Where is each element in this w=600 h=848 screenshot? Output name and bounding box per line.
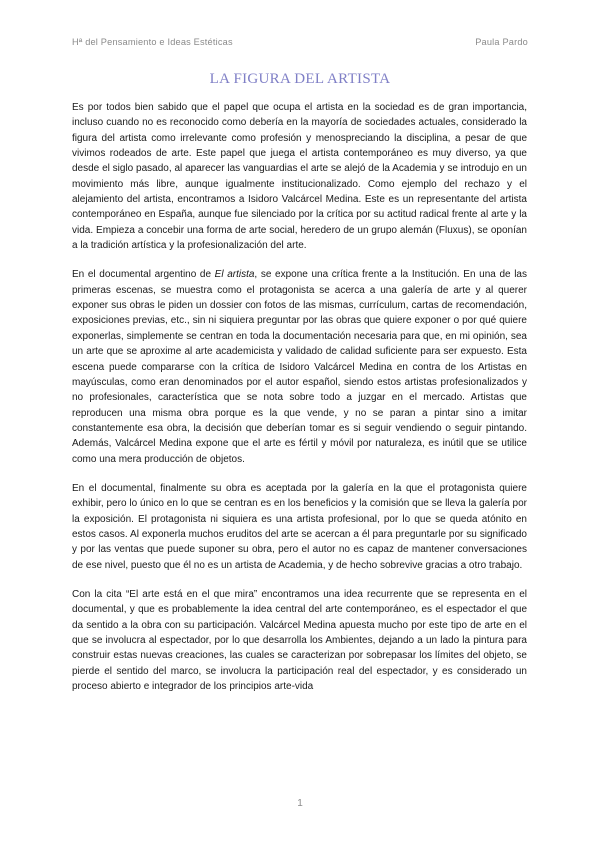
paragraph-4: Con la cita “El arte está en el que mira” encontramos una idea recurrente que se representa en el documental, y que es probablemente la idea central del arte contemporáneo, es el espectador el que da sentido a la obra con su participación. Valcárcel Medina apuesta mucho por este tipo de arte en el que se involucra al espectador, por lo que desarrolla los Ambientes, dejando a un lado la pintura para construir estas nuevas creaciones, las cuales se caracterizan por sobrepasar los límites del objeto, se pierde el sentido del marco, se involucra la participación real del espectador, y es considerado un proceso abierto e integrador de los principios arte-vida xyxy=(72,588,527,693)
page-number: 1 xyxy=(297,798,303,809)
paragraph-2-text: , se expone una crítica frente a la Institución. En una de las primeras escenas, se muestra como el protagonista se acerca a una galería de arte y al querer exponer sus obras le piden un dossier con fotos de las mismas, currículum, cartas de recomendación, exposiciones previas, etc., sin ni siquiera preguntar por las obras que quiere exponer o por qué quiere exponerlas, simplemente se centran en toda la documentación necesaria para que, en mi opinión, sea un arte que se aproxime al arte academicista y validado de calidad suficiente para ser expuesto. Esta escena puede compararse con la crítica de Isidoro Valcárcel Medina en contra de los Artistas en mayúsculas, como eran denominados por el autor español, siendo estos artistas profesionalizados y no profesionales, característica que se nota sobre todo a juzgar en el mercado. Artistas que reproducen una misma obra porque es la que vende, y no se paran a pintar sino a imitar constantemente esa obra, la decisión que deberían tomar es si seguir vendiendo o seguir pintando. Además, Valcárcel Medina expone que el arte es fértil y móvil por naturaleza, es inútil que se utilice como una mera producción de objetos. xyxy=(72,269,527,465)
document-title: LA FIGURA DEL ARTISTA xyxy=(209,71,391,87)
document-body xyxy=(72,100,527,708)
paragraph-1: Es por todos bien sabido que el papel que ocupa el artista en la sociedad es de gran importancia, incluso cuando no es reconocido como debería en la mayoría de sociedades actuales, considerado la figura del artista como irrelevante como profesión y menospreciando la disciplina, a pesar de que vivimos rodeados de arte. Este papel que juega el artista contemporáneo es muy diverso, ya que desde el siglo pasado, al aparecer las vanguardias el arte se alejó de la Academia y se introdujo en un movimiento más libre, aunque igualmente institucionalizado. Como ejemplo del rechazo y el alejamiento del artista, encontramos a Isidoro Valcárcel Medina. Este es un representante del artista contemporáneo en España, aunque fue silenciado por la crítica por su actitud radical frente al arte y la vida. Empieza a concebir una forma de arte social, heredero de un grupo alemán (Fluxus), se oponían a la tradición artística y la profesionalización del arte. xyxy=(72,102,527,252)
paragraph-3: En el documental, finalmente su obra es aceptada por la galería en la que el protagonista quiere exhibir, pero lo único en lo que se centran es en los beneficios y la comisión que se lleva la galería por la exposición. El protagonista ni siquiera es una artista profesional, por lo que se queda atónito en estos casos. Al exponerla muchos eruditos del arte se acercan a él para preguntarle por su significado y por las ventas que puede suponer su obra, pero el autor no es capaz de mantener conversaciones de ese nivel, puesto que él no es un artista de Academia, y de hecho sobrevive gracias a otro trabajo. xyxy=(72,482,527,571)
paragraph-2 xyxy=(72,267,527,466)
film-title: El artista xyxy=(214,269,255,281)
paragraph-2-intro: En el documental argentino de xyxy=(72,269,215,281)
header-author: Paula Pardo xyxy=(475,37,528,47)
header-course-title: Hª del Pensamiento e Ideas Estéticas xyxy=(72,37,233,47)
